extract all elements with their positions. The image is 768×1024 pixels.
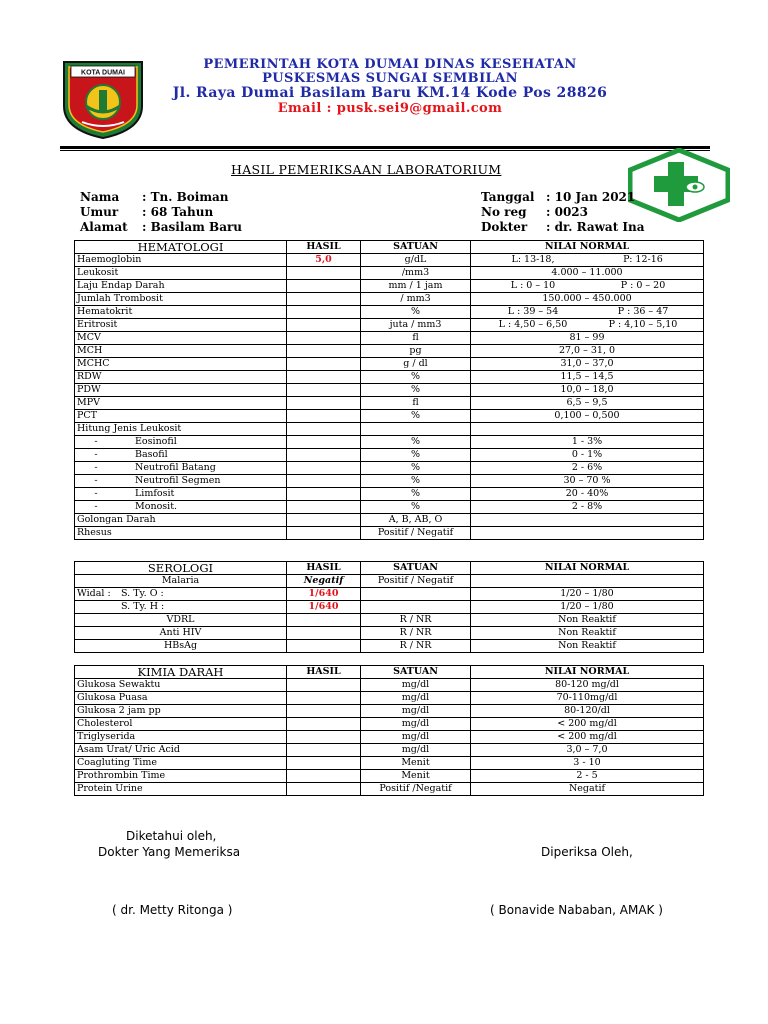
test-result [287,410,361,423]
test-unit: fl [361,397,471,410]
test-name: Jumlah Trombosit [75,293,287,306]
table-row [75,423,704,436]
test-normal: 4.000 – 11.000 [471,267,704,280]
test-name-label: Basofil [135,449,168,460]
test-name: Coagluting Time [75,757,287,770]
test-normal [471,514,704,527]
test-normal: Non Reaktif [471,640,704,653]
test-unit: Menit [361,770,471,783]
test-normal: 27,0 – 31, 0 [471,345,704,358]
test-normal: 0,100 – 0,500 [471,410,704,423]
table-row [75,757,704,770]
widal-o-label: S. Ty. O : [121,588,164,599]
test-unit: Menit [361,757,471,770]
test-name: Golongan Darah [75,514,287,527]
test-name [75,501,287,514]
test-normal: < 200 mg/dl [471,731,704,744]
test-result [287,527,361,540]
table-row [75,692,704,705]
test-unit: mg/dl [361,679,471,692]
nilai-normal-column-header: NILAI NORMAL [471,666,704,679]
test-unit: A, B, AB, O [361,514,471,527]
nilai-normal-column-header: NILAI NORMAL [471,562,704,575]
test-result [287,718,361,731]
left-signature-heading: Diketahui oleh, [126,829,217,843]
test-result [287,705,361,718]
test-result [287,744,361,757]
table-row [75,280,704,293]
test-name [75,488,287,501]
hematologi-heading: HEMATOLOGI [75,241,287,254]
table-row [75,501,704,514]
table-row [75,627,704,640]
test-unit: % [361,371,471,384]
test-name-label: Neutrofil Segmen [135,475,221,486]
test-name: MPV [75,397,287,410]
test-result: Negatif [287,575,361,588]
test-normal: 31,0 – 37,0 [471,358,704,371]
satuan-column-header: SATUAN [361,562,471,575]
test-unit: Positif / Negatif [361,575,471,588]
bullet-dash: - [94,501,98,512]
test-result [287,423,361,436]
logo-text: KOTA DUMAI [81,69,125,77]
test-unit: % [361,462,471,475]
test-normal: 10,0 – 18,0 [471,384,704,397]
test-unit [361,588,471,601]
test-result [287,462,361,475]
test-name: Cholesterol [75,718,287,731]
patient-info-right [481,190,651,238]
header-line-government: PEMERINTAH KOTA DUMAI DINAS KESEHATAN [203,57,577,72]
test-unit: mg/dl [361,744,471,757]
alamat-label: Alamat [80,220,128,234]
test-result [287,475,361,488]
table-header-row [75,562,704,575]
test-unit: % [361,410,471,423]
test-result [287,679,361,692]
table-row [75,371,704,384]
table-row [75,475,704,488]
test-unit: mg/dl [361,692,471,705]
table-row [75,705,704,718]
test-unit [361,601,471,614]
table-row [75,679,704,692]
table-row [75,358,704,371]
test-normal: < 200 mg/dl [471,718,704,731]
test-normal: 80-120 mg/dl [471,679,704,692]
test-normal [471,306,704,319]
test-result [287,319,361,332]
test-name: MCHC [75,358,287,371]
test-normal [471,280,704,293]
test-result [287,783,361,796]
test-normal: 2 - 6% [471,462,704,475]
test-normal: 2 - 8% [471,501,704,514]
test-unit: fl [361,332,471,345]
test-normal: 0 - 1% [471,449,704,462]
test-name: Asam Urat/ Uric Acid [75,744,287,757]
test-normal: 1/20 – 1/80 [471,588,704,601]
right-signature-name: ( Bonavide Nababan, AMAK ) [490,903,663,917]
test-unit: mg/dl [361,731,471,744]
table-row [75,575,704,588]
test-normal [471,319,704,332]
kimia-darah-heading: KIMIA DARAH [75,666,287,679]
left-signature-name: ( dr. Metty Ritonga ) [112,903,233,917]
test-unit: g/dL [361,254,471,267]
table-row [75,462,704,475]
table-row [75,744,704,757]
test-name: Leukosit [75,267,287,280]
bullet-dash: - [94,475,98,486]
test-unit: % [361,475,471,488]
test-name: Glukosa 2 jam pp [75,705,287,718]
test-name-label: Eosinofil [135,436,177,447]
test-name: VDRL [75,614,287,627]
test-normal [471,527,704,540]
test-name [75,601,287,614]
bullet-dash: - [94,436,98,447]
test-result [287,692,361,705]
test-unit: / mm3 [361,293,471,306]
test-unit: % [361,384,471,397]
table-row [75,601,704,614]
normal-female: P : 4,10 – 5,10 [608,319,678,330]
test-name: Rhesus [75,527,287,540]
test-result [287,488,361,501]
test-name-label: Monosit. [135,501,178,512]
test-unit: mm / 1 jam [361,280,471,293]
test-unit: % [361,436,471,449]
test-name: Glukosa Puasa [75,692,287,705]
table-row [75,332,704,345]
nama-label: Nama [80,190,120,204]
test-result [287,384,361,397]
test-name: Protein Urine [75,783,287,796]
test-result [287,770,361,783]
table-row [75,410,704,423]
test-normal: Non Reaktif [471,627,704,640]
table-header-row [75,241,704,254]
test-name: Malaria [75,575,287,588]
test-name: RDW [75,371,287,384]
test-normal: 3 - 10 [471,757,704,770]
test-name: PDW [75,384,287,397]
serologi-heading: SEROLOGI [75,562,287,575]
normal-female: P : 36 – 47 [617,306,669,317]
test-name: HBsAg [75,640,287,653]
test-normal [471,575,704,588]
table-row [75,514,704,527]
test-result [287,614,361,627]
kota-dumai-logo [60,58,146,140]
hasil-column-header: HASIL [287,241,361,254]
dokter-value: : dr. Rawat Ina [546,220,645,234]
patient-info-left [80,190,320,238]
test-name: Anti HIV [75,627,287,640]
bullet-dash: - [94,449,98,460]
test-unit: R / NR [361,614,471,627]
test-normal [471,254,704,267]
header-email: Email : pusk.sei9@gmail.com [277,101,503,116]
normal-male: L: 13-18, [511,254,555,265]
widal-label: Widal : [77,588,111,599]
test-name [75,475,287,488]
test-normal: 1 - 3% [471,436,704,449]
test-result [287,514,361,527]
test-unit: Positif / Negatif [361,527,471,540]
test-name: Eritrosit [75,319,287,332]
table-row [75,384,704,397]
test-name [75,462,287,475]
test-normal [471,423,704,436]
test-name [75,436,287,449]
test-unit: Positif /Negatif [361,783,471,796]
test-unit: mg/dl [361,718,471,731]
table-row [75,306,704,319]
serologi-table [74,561,704,653]
table-row [75,731,704,744]
test-result [287,397,361,410]
noreg-label: No reg [481,205,527,219]
test-result [287,757,361,770]
test-result [287,731,361,744]
test-result [287,627,361,640]
test-result [287,436,361,449]
bullet-dash: - [94,462,98,473]
test-result: 1/640 [287,588,361,601]
nama-value: : Tn. Boiman [142,190,229,204]
hasil-column-header: HASIL [287,666,361,679]
table-row [75,614,704,627]
test-name: Laju Endap Darah [75,280,287,293]
test-unit: % [361,306,471,319]
test-result: 1/640 [287,601,361,614]
right-signature-heading: Diperiksa Oleh, [541,845,633,859]
test-unit: R / NR [361,640,471,653]
dokter-label: Dokter [481,220,528,234]
table-row [75,345,704,358]
satuan-column-header: SATUAN [361,241,471,254]
test-normal: 80-120/dl [471,705,704,718]
test-unit: % [361,488,471,501]
normal-male: L : 0 – 10 [510,280,556,291]
nilai-normal-column-header: NILAI NORMAL [471,241,704,254]
test-result [287,280,361,293]
test-unit: g / dl [361,358,471,371]
noreg-value: : 0023 [546,205,589,219]
table-header-row [75,666,704,679]
document-title: HASIL PEMERIKSAAN LABORATORIUM [231,162,502,177]
test-result [287,358,361,371]
test-normal: Non Reaktif [471,614,704,627]
test-name: Hitung Jenis Leukosit [75,423,287,436]
test-normal: 81 – 99 [471,332,704,345]
test-normal: 20 - 40% [471,488,704,501]
test-unit: R / NR [361,627,471,640]
bullet-dash: - [94,488,98,499]
test-name [75,588,287,601]
test-unit: % [361,501,471,514]
umur-value: : 68 Tahun [142,205,214,219]
test-name: Prothrombin Time [75,770,287,783]
test-result [287,449,361,462]
test-unit: % [361,449,471,462]
header-line-puskesmas: PUSKESMAS SUNGAI SEMBILAN [262,71,518,86]
hasil-column-header: HASIL [287,562,361,575]
test-name: Triglyserida [75,731,287,744]
table-row [75,640,704,653]
test-result: 5,0 [287,254,361,267]
table-row [75,319,704,332]
test-normal: 11,5 – 14,5 [471,371,704,384]
test-name: Glukosa Sewaktu [75,679,287,692]
test-name: Haemoglobin [75,254,287,267]
test-normal: 3,0 – 7,0 [471,744,704,757]
table-row [75,588,704,601]
test-result [287,371,361,384]
table-row [75,783,704,796]
normal-female: P : 0 – 20 [620,280,666,291]
header-line-address: Jl. Raya Dumai Basilam Baru KM.14 Kode Pos 28826 [172,85,608,101]
test-normal: 6,5 – 9,5 [471,397,704,410]
kimia-darah-table [74,665,704,796]
table-row [75,449,704,462]
header-rule-thin [60,150,710,151]
table-row [75,718,704,731]
test-name-label: Limfosit [135,488,175,499]
table-row [75,267,704,280]
test-result [287,306,361,319]
table-row [75,527,704,540]
normal-male: L : 4,50 – 6,50 [498,319,568,330]
test-name-label: Neutrofil Batang [135,462,216,473]
alamat-value: : Basilam Baru [142,220,243,234]
test-normal: 30 – 70 % [471,475,704,488]
table-row [75,436,704,449]
test-result [287,640,361,653]
test-unit: mg/dl [361,705,471,718]
test-normal: 2 - 5 [471,770,704,783]
umur-label: Umur [80,205,119,219]
test-name: Hematokrit [75,306,287,319]
test-result [287,345,361,358]
test-normal: 1/20 – 1/80 [471,601,704,614]
hematologi-table [74,240,704,540]
test-unit: pg [361,345,471,358]
left-signature-role: Dokter Yang Memeriksa [98,845,241,859]
test-name: MCV [75,332,287,345]
test-normal: 70-110mg/dl [471,692,704,705]
test-unit: juta / mm3 [361,319,471,332]
test-unit [361,423,471,436]
test-normal: Negatif [471,783,704,796]
tanggal-label: Tanggal [481,190,535,204]
widal-h-label: S. Ty. H : [121,601,165,612]
table-row [75,397,704,410]
satuan-column-header: SATUAN [361,666,471,679]
test-normal: 150.000 – 450.000 [471,293,704,306]
normal-female: P: 12-16 [623,254,663,265]
table-row [75,770,704,783]
test-unit: /mm3 [361,267,471,280]
table-row [75,293,704,306]
test-result [287,267,361,280]
test-name: MCH [75,345,287,358]
table-row [75,254,704,267]
test-result [287,293,361,306]
tanggal-value: : 10 Jan 2021 [546,190,636,204]
test-name: PCT [75,410,287,423]
test-result [287,332,361,345]
normal-male: L : 39 – 54 [507,306,559,317]
test-result [287,501,361,514]
table-row [75,488,704,501]
header-rule-thick [60,146,710,149]
test-name [75,449,287,462]
